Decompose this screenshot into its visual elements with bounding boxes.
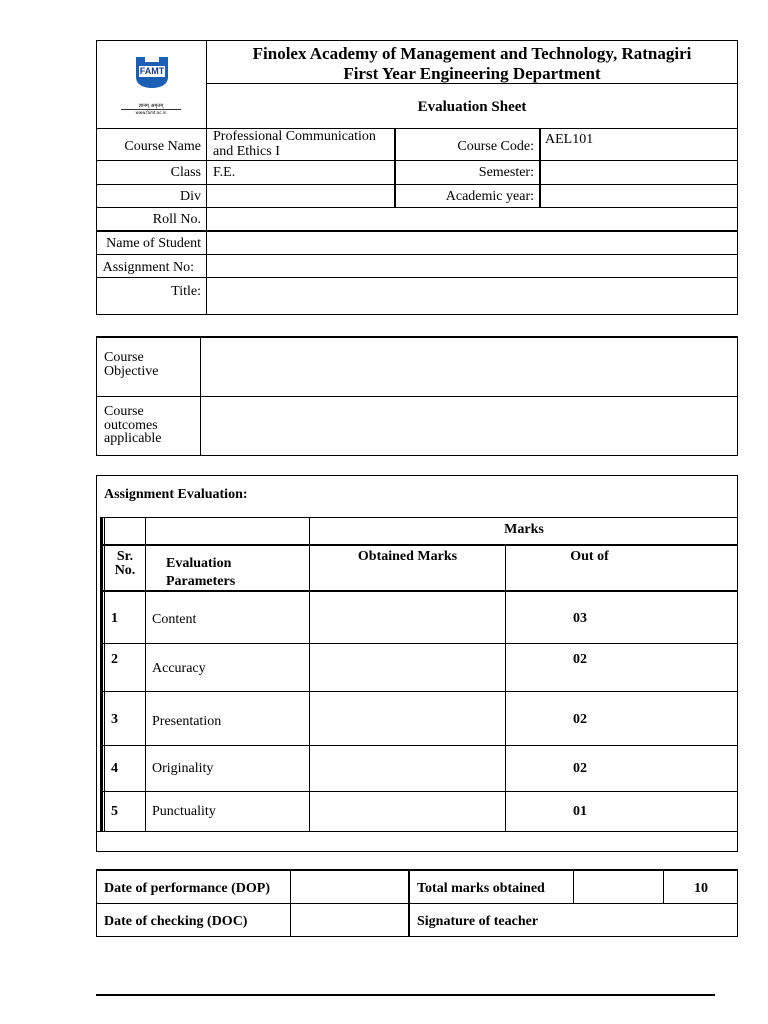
department-name: First Year Engineering Department [343, 64, 601, 83]
row-2-sr: 2 [111, 652, 118, 667]
dop-label: Date of performance (DOP) [104, 881, 270, 896]
row-2-out-of: 02 [573, 652, 587, 667]
row-5-out-of: 01 [573, 804, 587, 819]
course-outcomes-label-2: outcomes [104, 418, 158, 433]
evaluation-parameters-header-1: Evaluation [166, 556, 232, 571]
logo-tagline: ज्ञानम् अमृतम् [121, 103, 181, 110]
title-label: Title: [171, 284, 201, 299]
student-name-label: Name of Student [106, 236, 201, 251]
assignment-no-label: Assignment No: [102, 260, 194, 275]
institute-logo [133, 55, 171, 89]
course-name-value-line1: Professional Communication [213, 129, 376, 144]
marks-header: Marks [504, 522, 544, 537]
page-bottom-rule [96, 994, 715, 996]
logo-url: www.famt.ac.in [135, 110, 167, 115]
row-5-sr: 5 [111, 804, 118, 819]
out-of-header: Out of [570, 549, 609, 564]
row-1-parameter: Content [152, 612, 197, 627]
doc-label: Date of checking (DOC) [104, 914, 248, 929]
total-marks-value: 10 [694, 881, 708, 896]
row-3-out-of: 02 [573, 712, 587, 727]
class-label: Class [170, 165, 201, 180]
total-marks-label: Total marks obtained [417, 881, 545, 896]
academic-year-label: Academic year: [445, 189, 534, 204]
sheet-title: Evaluation Sheet [417, 99, 527, 115]
semester-label: Semester: [478, 165, 534, 180]
row-1-out-of: 03 [573, 611, 587, 626]
row-3-sr: 3 [111, 712, 118, 727]
assignment-evaluation-heading: Assignment Evaluation: [104, 487, 248, 502]
row-5-parameter: Punctuality [152, 804, 216, 819]
div-label: Div [180, 189, 201, 204]
row-4-parameter: Originality [152, 761, 214, 776]
course-outcomes-label-3: applicable [104, 431, 162, 446]
course-outcomes-label-1: Course [104, 404, 144, 419]
row-1-sr: 1 [111, 611, 118, 626]
row-3-parameter: Presentation [152, 714, 222, 729]
class-value: F.E. [213, 165, 236, 180]
course-objective-label-1: Course [104, 350, 144, 365]
sr-no-header-2: No. [114, 563, 136, 578]
obtained-marks-header: Obtained Marks [357, 549, 458, 564]
row-2-parameter: Accuracy [152, 661, 206, 676]
row-4-sr: 4 [111, 761, 118, 776]
course-name-label: Course Name [124, 139, 201, 154]
course-objective-label-2: Objective [104, 364, 159, 379]
roll-no-label: Roll No. [152, 212, 201, 227]
course-code-value: AEL101 [545, 132, 594, 147]
row-4-out-of: 02 [573, 761, 587, 776]
signature-label: Signature of teacher [417, 914, 539, 929]
logo-text: FAMT [139, 66, 165, 76]
evaluation-parameters-header-2: Parameters [166, 574, 236, 589]
course-name-value-line2: and Ethics I [213, 144, 280, 159]
sr-no-header-1: Sr. [116, 549, 134, 564]
institute-name: Finolex Academy of Management and Technology, Ratnagiri [252, 44, 692, 63]
course-code-label: Course Code: [457, 139, 534, 154]
